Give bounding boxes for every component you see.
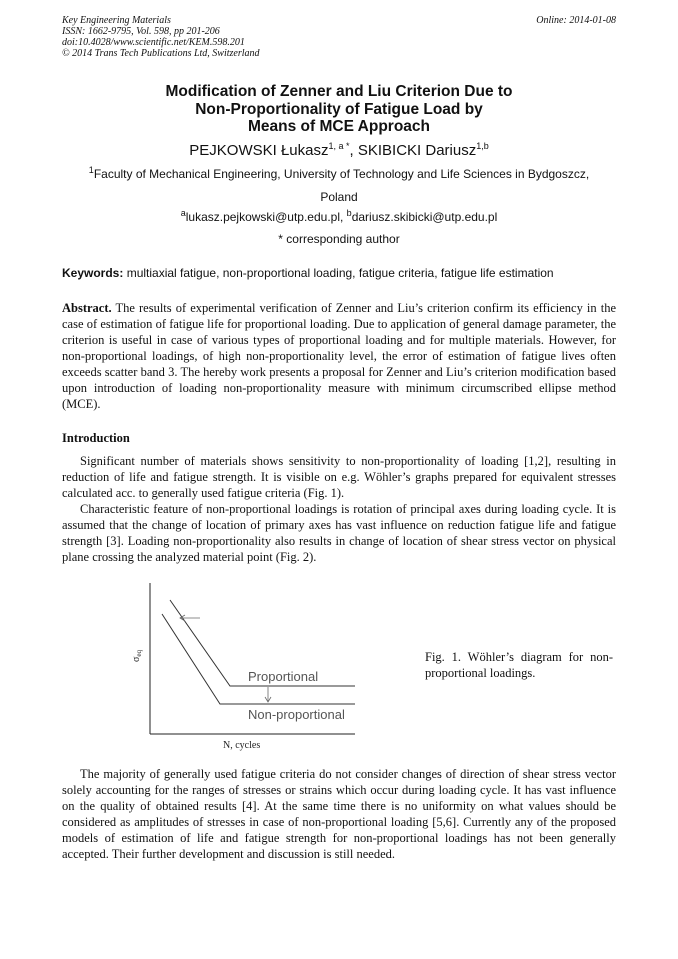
affiliation-line-2: Poland: [320, 190, 358, 204]
keywords-label: Keywords:: [62, 266, 124, 280]
author-list: [62, 142, 616, 160]
online-date: Online: 2014-01-08: [536, 15, 616, 26]
intro-paragraph-3: [62, 766, 616, 862]
author-separator: ,: [349, 142, 358, 159]
email-a-sup: a: [180, 208, 186, 218]
affiliation-sup: 1: [88, 165, 94, 175]
email-separator: ,: [340, 210, 347, 224]
section-heading-introduction: Introduction: [62, 431, 130, 445]
label-non-proportional: Non-proportional: [248, 707, 345, 722]
intro-paragraph-1-text: Significant number of materials shows sensitivity to non-proportionality of loading [1,2], resulting in reduction of life and fatigue strength. It is visible on e.g. Wöhler’s graphs prepared for equivalent stresses calculated acc. to generally used fatigue criteria (Fig. 1).: [62, 454, 616, 500]
keywords: [62, 266, 622, 280]
y-axis-label-main: σ: [131, 656, 142, 662]
author-2: SKIBICKI Dariusz: [357, 142, 477, 159]
author-1: PEJKOWSKI Łukasz: [189, 142, 329, 159]
intro-paragraph-1: [62, 453, 616, 501]
wohler-diagram: [120, 578, 380, 753]
figure-1-caption: Fig. 1. Wöhler’s diagram for non-proportional loadings.: [425, 650, 613, 680]
y-axis-label: [131, 650, 143, 662]
email-line: [62, 210, 616, 224]
abstract: [62, 300, 616, 412]
journal-header: [62, 15, 260, 59]
intro-paragraph-2-text: Characteristic feature of non-proportional loadings is rotation of principal axes during loading cycle. It is assumed that the change of location of primary axes has vast influence on reduction fatigue life and fatigue strength [3]. Loading non-proportionality also results in change of location of shear stress vector on physical plane crossing the analyzed material point (Fig. 2).: [62, 502, 616, 564]
issn-line: ISSN: 1662-9795, Vol. 598, pp 201-206: [62, 26, 220, 37]
corresponding-author-note: * corresponding author: [278, 232, 400, 246]
journal-name: Key Engineering Materials: [62, 15, 171, 26]
x-axis-label: N, cycles: [223, 740, 261, 751]
email-b-sup: b: [346, 208, 352, 218]
paper-title: [62, 83, 616, 136]
author-1-sup: 1, a *: [328, 141, 350, 151]
non-proportional-curve: [162, 614, 355, 704]
affiliation-line-1: [62, 167, 616, 181]
author-2-sup: 1,b: [476, 141, 489, 151]
abstract-text: The results of experimental verification of Zenner and Liu’s criterion confirm its efficiency in the case of estimation of fatigue life for proportional loading. Due to application of general damage parameter, the criterion is useful in case of various types of proportional loading and for multiple materials. However, for non-proportional loadings, of high non-proportionality level, the error of estimation of fatigue lives often exceeds scatter band 3. The hereby work presents a proposal for Zenner and Liu’s criterion modification based upon introduction of loading non-proportionality measure with minimum circumscribed ellipse method (MCE).: [62, 301, 616, 411]
label-proportional: Proportional: [248, 669, 319, 684]
email-b: dariusz.skibicki@utp.edu.pl: [351, 210, 498, 224]
keywords-text: multiaxial fatigue, non-proportional loading, fatigue criteria, fatigue life estimation: [123, 266, 554, 280]
affiliation-text: Faculty of Mechanical Engineering, University of Technology and Life Sciences in Bydgoszcz,: [93, 167, 590, 181]
abstract-label: Abstract.: [62, 301, 112, 315]
title-line-2: Non-Proportionality of Fatigue Load by: [195, 100, 483, 118]
intro-paragraph-2: [62, 501, 616, 565]
title-line-1: Modification of Zenner and Liu Criterion Due to: [165, 83, 513, 100]
intro-paragraph-3-text: The majority of generally used fatigue criteria do not consider changes of direction of shear stress vector solely accounting for the ranges of stresses or strains which occur during loading cycle. It has vast influence on the quality of obtained results [4]. At the same time there is no uniformity on what values should be considered as amplitudes of stresses in case of non-proportional loading [5,6]. Currently any of the proposed models of estimation of life and fatigue strength for non-proportional loadings has not been generally accepted. Their further development and discussion is still needed.: [62, 767, 616, 861]
email-a: lukasz.pejkowski@utp.edu.pl: [185, 210, 340, 224]
doi-line: doi:10.4028/www.scientific.net/KEM.598.201: [62, 37, 245, 48]
title-line-3: Means of MCE Approach: [248, 118, 430, 135]
copyright-line: © 2014 Trans Tech Publications Ltd, Switzerland: [62, 48, 260, 59]
y-axis-label-sub: eq: [135, 650, 143, 657]
